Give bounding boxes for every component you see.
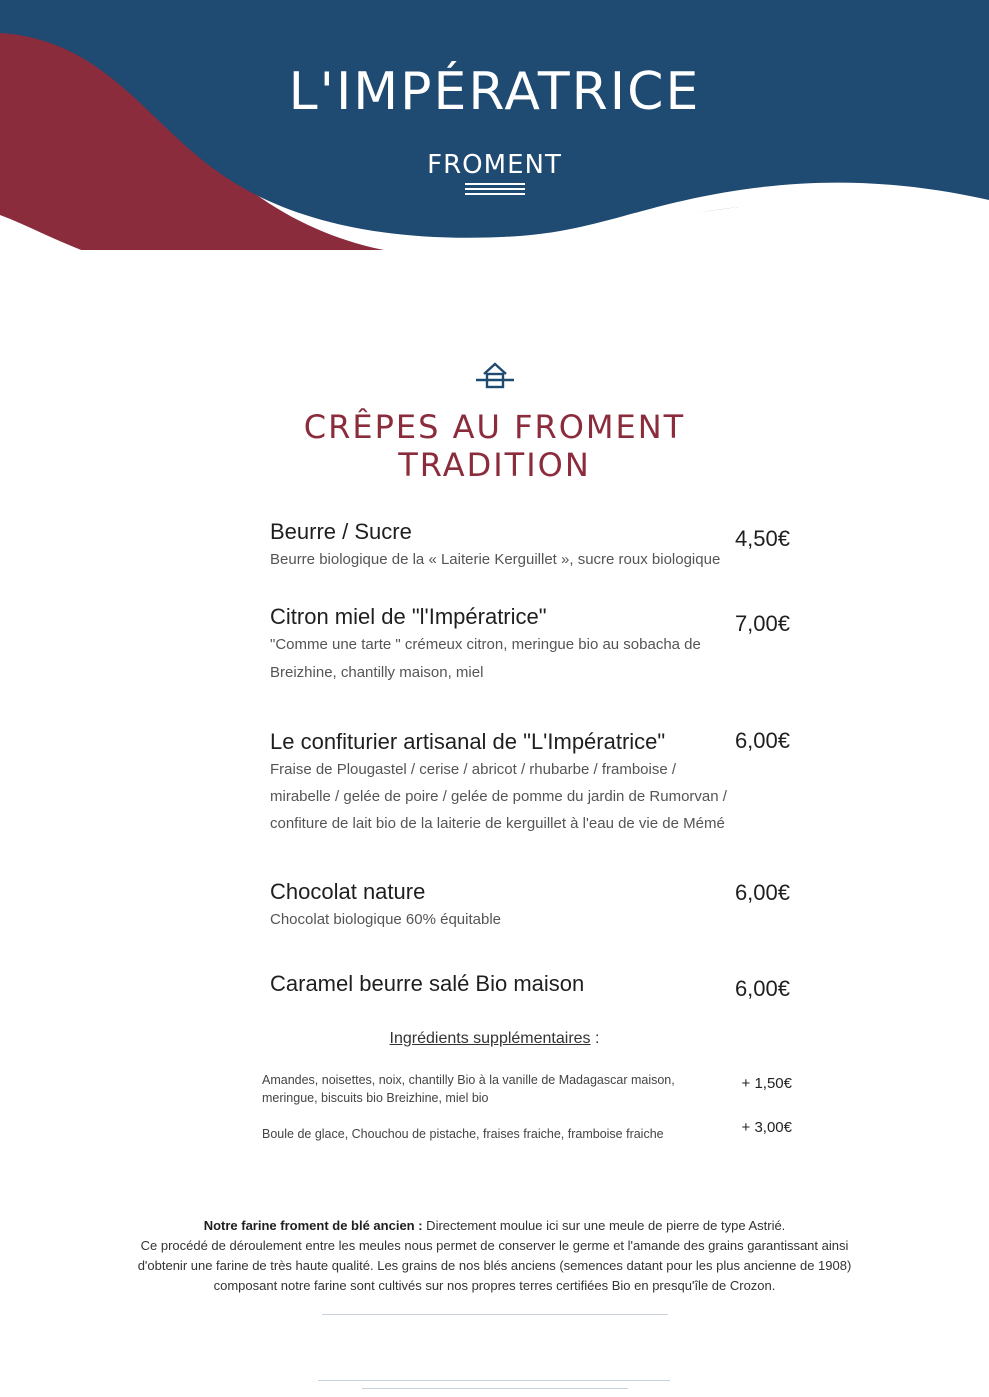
menu-item-name: Caramel beurre salé Bio maison	[270, 971, 585, 996]
extra-price: + 3,00€	[741, 1119, 792, 1136]
menu-item	[270, 970, 790, 1001]
brand-underline-icon	[465, 183, 525, 197]
flour-note-line3: d'obtenir une farine de très haute qualité. Les grains de nos blés anciens (semences datant pour les plus ancienne de 1908)	[137, 1258, 852, 1273]
extra-text: Boule de glace, Chouchou de pistache, fraises fraiche, framboise fraiche	[262, 1127, 664, 1141]
extra-price: + 1,50€	[741, 1075, 792, 1092]
menu-item	[270, 603, 790, 687]
menu-item	[270, 518, 790, 574]
divider	[362, 1388, 628, 1389]
menu-item-desc: Beurre biologique de la « Laiterie Kerguillet », sucre roux biologique	[270, 551, 721, 568]
extras-title	[0, 1030, 989, 1048]
extra-row	[262, 1071, 792, 1107]
section-title	[0, 408, 989, 484]
menu-item-price: 6,00€	[734, 880, 790, 905]
flour-note-lead-rest: Directement moulue ici sur une meule de pierre de type Astrié.	[422, 1218, 786, 1233]
flour-note	[100, 1216, 889, 1296]
menu-item-desc: Chocolat biologique 60% équitable	[270, 911, 502, 928]
menu-item-name: Beurre / Sucre	[270, 519, 412, 544]
extras-title-text: Ingrédients supplémentaires	[389, 1030, 591, 1047]
flour-note-line1	[100, 1216, 889, 1236]
flour-note-line4: composant notre farine sont cultivés sur nos propres terres certifiées Bio en presqu'île de Crozon.	[213, 1278, 776, 1293]
menu-item-desc: Fraise de Plougastel / cerise / abricot / rhubarbe / framboise /	[270, 761, 677, 778]
menu-item-name: Le confiturier artisanal de "L'Impératrice"	[270, 729, 666, 754]
section-title-line1: CRÊPES AU FROMENT	[303, 408, 686, 446]
brand-title: L'IMPÉRATRICE	[288, 62, 701, 122]
extra-text: Amandes, noisettes, noix, chantilly Bio à la vanille de Madagascar maison, meringue, biscuits bio Breizhine, miel bio	[262, 1073, 675, 1105]
flour-note-line2: Ce procédé de déroulement entre les meules nous permet de conserver le germe et l'amande des grains garantissant ainsi	[140, 1238, 849, 1253]
extras-title-suffix: :	[590, 1030, 600, 1047]
menu-item-name: Chocolat nature	[270, 879, 426, 904]
brand-subtitle: FROMENT	[427, 150, 562, 180]
menu-item-price: 4,50€	[734, 526, 790, 551]
menu-item-desc: confiture de lait bio de la laiterie de kerguillet à l'eau de vie de Mémé	[270, 815, 725, 832]
menu-item-desc: Breizhine, chantilly maison, miel	[270, 664, 484, 681]
menu-item-price: 6,00€	[734, 728, 790, 753]
menu-item-price: 7,00€	[734, 611, 790, 636]
flour-note-lead: Notre farine froment de blé ancien :	[203, 1218, 423, 1233]
menu-item	[270, 728, 790, 837]
divider	[318, 1380, 670, 1381]
section-title-line2: TRADITION	[398, 446, 591, 484]
extra-row	[262, 1119, 792, 1143]
menu-item-price: 6,00€	[734, 976, 790, 1001]
house-icon	[474, 360, 516, 390]
divider	[322, 1314, 668, 1315]
menu-item	[270, 878, 790, 934]
menu-item-name: Citron miel de "l'Impératrice"	[270, 604, 547, 629]
menu-item-desc: mirabelle / gelée de poire / gelée de pomme du jardin de Rumorvan /	[270, 788, 727, 805]
menu-item-desc: "Comme une tarte " crémeux citron, meringue bio au sobacha de	[270, 636, 701, 653]
